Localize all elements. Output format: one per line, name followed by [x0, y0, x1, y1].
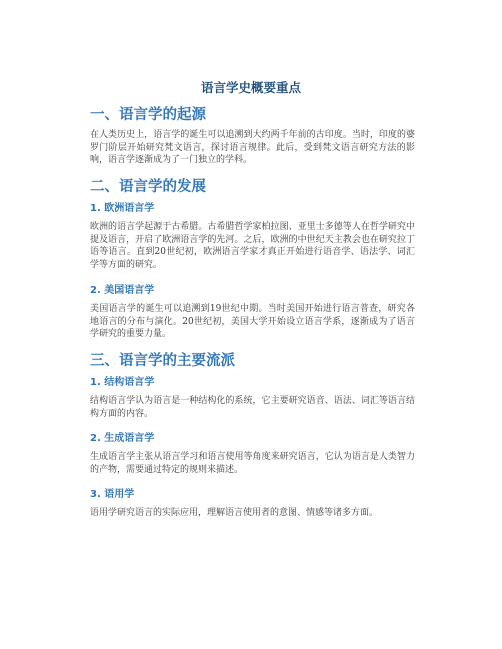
- subsection-heading-american: 2. 美国语言学: [90, 285, 155, 296]
- subsection-paragraph-structural: 结构语言学认为语言是一种结构化的系统，它主要研究语音、语法、词汇等语言结构方面的内容。: [90, 396, 415, 419]
- subsection-heading-generative: 2. 生成语言学: [90, 433, 155, 444]
- subsection-paragraph-american: 美国语言学的诞生可以追溯到19世纪中期。当时美国开始进行语言普查，研究各地语言的分布与演化。20世纪初，美国大学开始设立语言学系，逐渐成为了语言学研究的重要力量。: [90, 304, 415, 340]
- subsection-heading-structural: 1. 结构语言学: [90, 377, 155, 388]
- subsection-paragraph-pragmatics: 语用学研究语言的实际应用，理解语言使用者的意图、情感等诸多方面。: [90, 508, 379, 518]
- section-paragraph-origin: 在人类历史上，语言学的诞生可以追溯到大约两千年前的古印度。当时，印度的婆罗门阶层开始研究梵文语言，探讨语言规律。此后，受到梵文语言研究方法的影响，语言学逐渐成为了一门独立的学科。: [90, 130, 415, 166]
- subsection-heading-european: 1. 欧洲语言学: [90, 203, 155, 214]
- section-heading-origin: 一、语言学的起源: [90, 107, 206, 123]
- subsection-paragraph-european: 欧洲的语言学起源于古希腊。古希腊哲学家柏拉图、亚里士多德等人在哲学研究中提及语言，开启了欧洲语言学的先河。之后，欧洲的中世纪天主教会也在研究拉丁语等语言。直到20世纪初，欧洲语言学家才真正开始进行语音学、语法学、词汇学等方面的研究。: [90, 222, 415, 271]
- document-title: 语言学史概要重点: [200, 80, 301, 95]
- subsection-paragraph-generative: 生成语言学主张从语言学习和语言使用等角度来研究语言，它认为语言是人类智力的产物，需要通过特定的规则来描述。: [90, 452, 415, 475]
- section-heading-schools: 三、语言学的主要流派: [90, 353, 235, 369]
- subsection-heading-pragmatics: 3. 语用学: [90, 489, 135, 500]
- section-heading-development: 二、语言学的发展: [90, 179, 206, 195]
